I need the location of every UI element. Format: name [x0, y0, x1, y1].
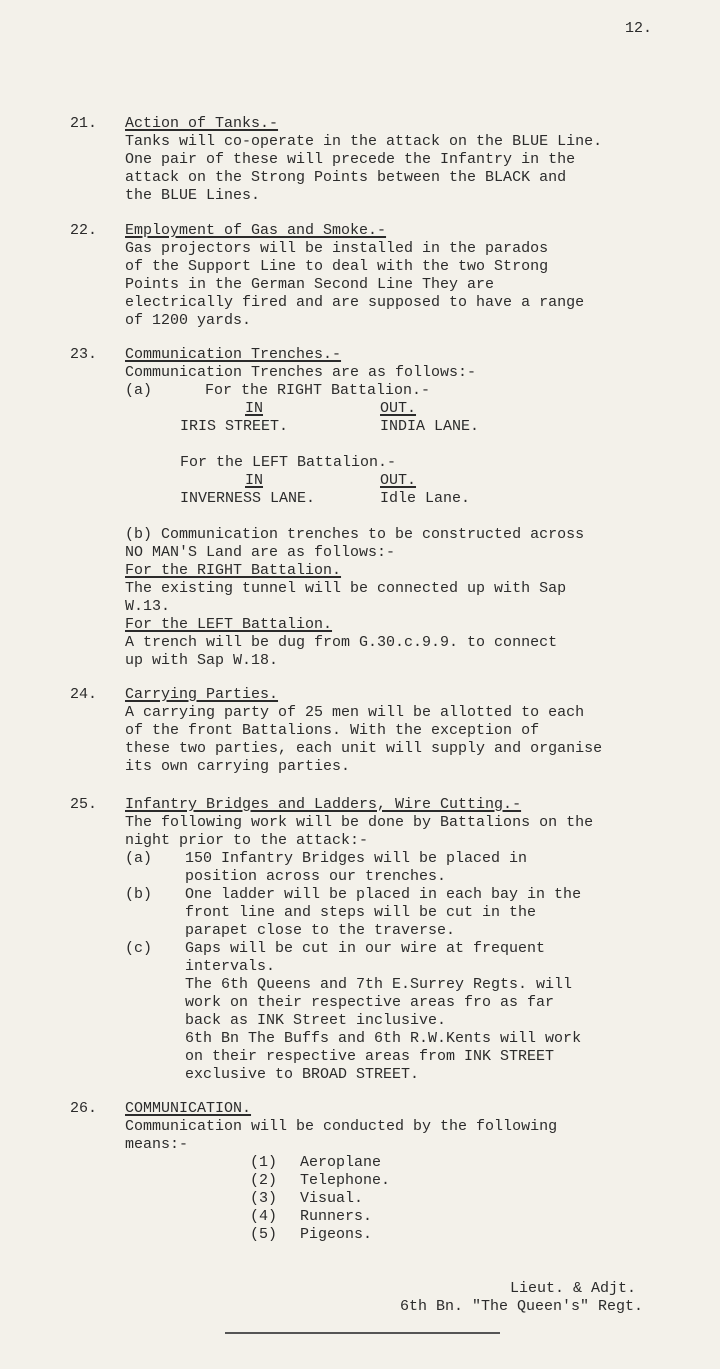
list-item [125, 886, 715, 940]
text-line: Telephone. [300, 1172, 391, 1189]
item-label: (a) [125, 850, 153, 867]
item-label: (3) [250, 1190, 278, 1207]
section-heading: Employment of Gas and Smoke.- [125, 222, 387, 239]
text-line: Tanks will co-operate in the attack on the BLUE Line. [125, 133, 603, 150]
text-line: The existing tunnel will be connected up with Sap [125, 580, 567, 597]
text-line: of 1200 yards. [125, 312, 252, 329]
section-number: 26. [70, 1100, 98, 1117]
text-line: back as INK Street inclusive. [185, 1012, 447, 1029]
subsection-title: For the RIGHT Battalion.- [205, 382, 431, 399]
column-header-in: IN [245, 472, 264, 489]
text-line: work on their respective areas fro as far [185, 994, 555, 1011]
list-item [125, 1226, 715, 1244]
text-line: 150 Infantry Bridges will be placed in [185, 850, 528, 867]
section-heading: Carrying Parties. [125, 686, 279, 703]
trench-out: INDIA LANE. [380, 418, 480, 435]
list-item [125, 850, 715, 886]
section-heading: Infantry Bridges and Ladders, Wire Cutting.- [125, 796, 522, 813]
column-header-in: IN [245, 400, 264, 417]
trench-in: INVERNESS LANE. [180, 490, 316, 507]
text-line: Points in the German Second Line They are [125, 276, 495, 293]
section-number: 23. [70, 346, 98, 363]
text-line: these two parties, each unit will supply and organise [125, 740, 603, 757]
text-line: The following work will be done by Battalions on the [125, 814, 594, 831]
text-line: One pair of these will precede the Infantry in the [125, 151, 576, 168]
text-line: Aeroplane [300, 1154, 382, 1171]
text-line: night prior to the attack:- [125, 832, 369, 849]
text-line: (b) Communication trenches to be constructed across [125, 526, 585, 543]
text-line: of the front Battalions. With the exception of [125, 722, 540, 739]
text-line: parapet close to the traverse. [185, 922, 456, 939]
text-line: A trench will be dug from G.30.c.9.9. to connect [125, 634, 558, 651]
text-line: the BLUE Lines. [125, 187, 261, 204]
page-number: 12. [625, 20, 653, 37]
text-line: on their respective areas from INK STREET [185, 1048, 555, 1065]
list-item [125, 1190, 715, 1208]
signature-unit: 6th Bn. "The Queen's" Regt. [400, 1298, 644, 1315]
trench-out: Idle Lane. [380, 490, 471, 507]
text-line: electrically fired and are supposed to have a range [125, 294, 585, 311]
text-line: W.13. [125, 598, 171, 615]
text-line: Runners. [300, 1208, 373, 1225]
section-number: 22. [70, 222, 98, 239]
section-number: 25. [70, 796, 98, 813]
text-line: Communication Trenches are as follows:- [125, 364, 477, 381]
text-line: position across our trenches. [185, 868, 447, 885]
text-line: The 6th Queens and 7th E.Surrey Regts. will [185, 976, 573, 993]
text-line: NO MAN'S Land are as follows:- [125, 544, 396, 561]
text-line: One ladder will be placed in each bay in the [185, 886, 582, 903]
list-item [125, 1208, 715, 1226]
signature-title: Lieut. & Adjt. [510, 1280, 637, 1297]
text-line: Visual. [300, 1190, 364, 1207]
item-label: (c) [125, 940, 153, 957]
text-line: attack on the Strong Points between the BLACK and [125, 169, 567, 186]
section-number: 24. [70, 686, 98, 703]
subsection-title: For the LEFT Battalion. [125, 616, 333, 633]
item-label: (4) [250, 1208, 278, 1225]
column-header-out: OUT. [380, 472, 417, 489]
text-line: of the Support Line to deal with the two Strong [125, 258, 549, 275]
section-heading: Communication Trenches.- [125, 346, 342, 363]
item-label: (1) [250, 1154, 278, 1171]
subsection-title: For the LEFT Battalion.- [180, 454, 397, 471]
text-line: exclusive to BROAD STREET. [185, 1066, 420, 1083]
column-header-out: OUT. [380, 400, 417, 417]
text-line: Gas projectors will be installed in the parados [125, 240, 549, 257]
section-heading: COMMUNICATION. [125, 1100, 252, 1117]
text-line: front line and steps will be cut in the [185, 904, 537, 921]
text-line: Communication will be conducted by the following [125, 1118, 558, 1135]
subsection-title: For the RIGHT Battalion. [125, 562, 342, 579]
text-line: 6th Bn The Buffs and 6th R.W.Kents will work [185, 1030, 582, 1047]
text-line: Pigeons. [300, 1226, 373, 1243]
list-item [125, 1154, 715, 1172]
list-item [125, 1172, 715, 1190]
text-line: means:- [125, 1136, 189, 1153]
text-line: its own carrying parties. [125, 758, 351, 775]
section-heading: Action of Tanks.- [125, 115, 279, 132]
trench-in: IRIS STREET. [180, 418, 289, 435]
text-line: up with Sap W.18. [125, 652, 279, 669]
item-label: (5) [250, 1226, 278, 1243]
text-line: Gaps will be cut in our wire at frequent [185, 940, 546, 957]
item-label: (a) [125, 382, 153, 399]
closing-rule [225, 1332, 500, 1334]
text-line: A carrying party of 25 men will be allotted to each [125, 704, 585, 721]
item-label: (b) [125, 886, 153, 903]
section-number: 21. [70, 115, 98, 132]
item-label: (2) [250, 1172, 278, 1189]
list-item [125, 940, 715, 1084]
text-line: intervals. [185, 958, 276, 975]
